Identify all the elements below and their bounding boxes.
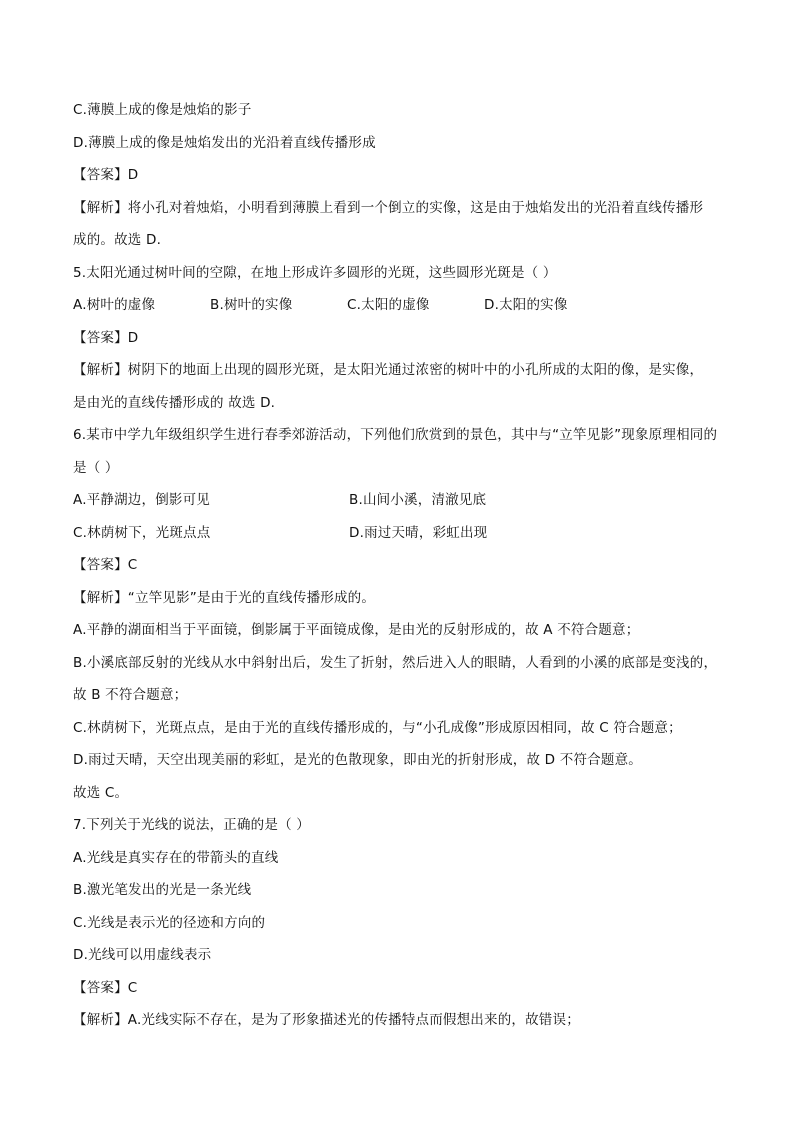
analysis-text: 【解析】树阴下的地面上出现的圆形光斑，是太阳光通过浓密的树叶中的小孔所成的太阳的像，是实像， xyxy=(73,362,704,378)
document-page xyxy=(73,99,733,1042)
option-text: D.太阳的实像 xyxy=(484,297,568,313)
question-text: 7.下列关于光线的说法，正确的是（ ） xyxy=(73,817,310,833)
analysis-text: C.林荫树下，光斑点点，是由于光的直线传播形成的，与“小孔成像”形成原因相同，故 C 符合题意； xyxy=(73,719,682,736)
analysis-text: B.小溪底部反射的光线从水中斜射出后，发生了折射，然后进入人的眼睛，人看到的小溪的底部是变浅的， xyxy=(73,654,718,671)
option-text: D.薄膜上成的像是烛焰发出的光沿着直线传播形成 xyxy=(73,134,376,151)
option-text: B.树叶的实像 xyxy=(210,297,293,313)
analysis-text: 【解析】将小孔对着烛焰，小明看到薄膜上看到一个倒立的实像，这是由于烛焰发出的光沿着直线传播形 xyxy=(73,199,704,216)
option-text: C.光线是表示光的径迹和方向的 xyxy=(73,914,266,931)
analysis-text: 【解析】A.光线实际不存在，是为了形象描述光的传播特点而假想出来的，故错误； xyxy=(73,1012,580,1028)
analysis-text: 【解析】“立竿见影”是由于光的直线传播形成的。 xyxy=(73,589,376,606)
analysis-text: 成的。故选 D. xyxy=(73,232,162,248)
analysis-text: A.平静的湖面相当于平面镜，倒影属于平面镜成像，是由光的反射形成的，故 A 不符合题意； xyxy=(73,622,640,638)
analysis-text: 故 B 不符合题意； xyxy=(73,687,188,703)
option-text: A.树叶的虚像 xyxy=(73,297,156,313)
question-text: 6.某市中学九年级组织学生进行春季郊游活动，下列他们欣赏到的景色，其中与“立竿见影”现象原理相同的 xyxy=(73,427,718,443)
analysis-text: 是由光的直线传播形成的 故选 D. xyxy=(73,394,276,411)
question-text: 是（ ） xyxy=(73,459,119,476)
answer-text: 【答案】C xyxy=(73,979,138,996)
analysis-text: D.雨过天晴，天空出现美丽的彩虹，是光的色散现象，即由光的折射形成，故 D 不符合题意。 xyxy=(73,752,642,768)
options-row xyxy=(73,489,733,522)
options-row xyxy=(73,522,733,555)
option-text: C.太阳的虚像 xyxy=(347,297,430,313)
option-text: C.薄膜上成的像是烛焰的影子 xyxy=(73,102,252,118)
option-text: B.山间小溪，清澈见底 xyxy=(349,492,487,508)
answer-text: 【答案】D xyxy=(73,167,139,183)
analysis-text: 故选 C。 xyxy=(73,784,129,801)
option-text: C.林荫树下，光斑点点 xyxy=(73,524,211,541)
answer-text: 【答案】D xyxy=(73,329,139,346)
option-text: D.雨过天晴，彩虹出现 xyxy=(349,524,488,541)
option-text: B.激光笔发出的光是一条光线 xyxy=(73,882,252,898)
options-row xyxy=(73,294,733,327)
question-text: 5.太阳光通过树叶间的空隙，在地上形成许多圆形的光斑，这些圆形光斑是（ ） xyxy=(73,264,557,281)
option-text: A.平静湖边，倒影可见 xyxy=(73,492,210,508)
option-text: D.光线可以用虚线表示 xyxy=(73,947,212,963)
option-text: A.光线是真实存在的带箭头的直线 xyxy=(73,849,279,866)
answer-text: 【答案】C xyxy=(73,557,138,573)
